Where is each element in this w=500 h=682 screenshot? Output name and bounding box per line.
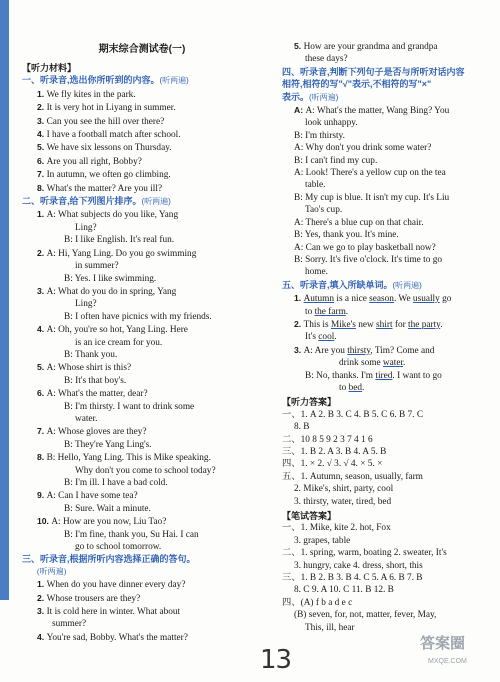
dialogue-line: B: It's that boy's. bbox=[64, 375, 127, 386]
dialogue-line: go to school tomorrow. bbox=[75, 542, 162, 553]
dialogue-line: 8. B: Hello, Yang Ling. This is Mike speaking. bbox=[37, 452, 211, 464]
dialogue-line: B: Thank you. bbox=[64, 349, 118, 360]
dialogue-line: 7. A: Whose gloves are they? bbox=[37, 426, 147, 438]
answer-line: 三、1. B 2. B 3. B 4. C 5. A 6. B 7. B bbox=[282, 573, 423, 584]
answer-line: 2. Mike's, shirt, party, cool bbox=[294, 484, 394, 495]
fill-sentence: to the farm. bbox=[305, 306, 349, 317]
dialogue-line: 9. A: Can I have some tea? bbox=[37, 490, 138, 502]
fill-sentence: 3. A: Are you thirsty, Tim? Come and bbox=[294, 344, 435, 356]
section-5-heading: 五、听录音,填入所缺单词。(听两遍) bbox=[282, 279, 422, 290]
dialogue-line: home. bbox=[305, 267, 328, 278]
fill-sentence: It's cool. bbox=[305, 332, 337, 343]
left-edge-bar bbox=[0, 0, 9, 600]
section-1-heading: 一、听录音,选出你所听到的内容。(听两遍) bbox=[22, 75, 189, 86]
answer-line: 四、(A) f b a d e c bbox=[282, 597, 353, 608]
listening-material-heading: 【听力材料】 bbox=[22, 63, 77, 73]
section-5-items bbox=[282, 292, 494, 394]
dialogue-line: water. bbox=[75, 413, 98, 424]
list-item: 2. It is very hot in Liyang in summer. bbox=[37, 102, 176, 114]
fill-sentence: drink some water. bbox=[339, 358, 406, 369]
written-answers bbox=[282, 522, 494, 634]
answer-line: 四、1. × 2. √ 3. √ 4. × 5. × bbox=[282, 459, 383, 470]
answer-line: 8. C 9. A 10. C 11. B 12. B bbox=[294, 585, 394, 596]
answer-line: (B) seven, for, not, matter, fever, May, bbox=[294, 610, 437, 621]
dialogue-line: B: I like English. It's real fun. bbox=[64, 235, 175, 246]
answer-line: 五、1. Autumn, season, usually, farm bbox=[282, 471, 423, 482]
fill-sentence: 1. Autumn is a nice season. We usually go bbox=[294, 293, 452, 305]
answer-line: 二、1. spring, warm, boating 2. sweater, It's bbox=[282, 548, 447, 559]
watermark-url: MXQE.COM bbox=[428, 658, 467, 665]
answer-line: 3. grapes, table bbox=[294, 535, 351, 546]
section-4-dialogues bbox=[282, 104, 494, 279]
dialogue-line: A: A: What's the matter, Wang Bing? You bbox=[294, 105, 450, 117]
section-2-dialogues bbox=[22, 208, 262, 553]
left-column bbox=[22, 0, 262, 644]
answer-line: 3. hungry, cake 4. dress, short, this bbox=[294, 560, 423, 571]
section-2-heading: 二、听录音,给下列图片排序。(听两遍) bbox=[22, 196, 171, 207]
dialogue-line: B: Yes, thank you. It's mine. bbox=[294, 230, 399, 241]
handwritten-page-number: 13 bbox=[260, 645, 292, 675]
list-item: these days? bbox=[305, 54, 348, 65]
answer-line: 8. B bbox=[294, 422, 310, 433]
answer-line: This, ill, hear bbox=[305, 622, 355, 633]
list-item: 5. We have six lessons on Thursday. bbox=[37, 142, 172, 154]
list-item: 5. How are your grandma and grandpa bbox=[294, 41, 438, 52]
answer-line: 一、1. A 2. B 3. C 4. B 5. C 6. B 7. C bbox=[282, 409, 424, 420]
dialogue-line: Tao's cup. bbox=[305, 205, 343, 216]
list-item: 1. We fly kites in the park. bbox=[37, 88, 136, 100]
list-item: 8. What's the matter? Are you ill? bbox=[37, 182, 163, 194]
dialogue-line: Why don't you come to school today? bbox=[75, 465, 216, 476]
page-title: 期末综合测试卷(一) bbox=[98, 44, 186, 55]
list-item: 1. When do you have dinner every day? bbox=[37, 579, 186, 591]
answer-line: 一、1. Mike, kite 2. hot, Fox bbox=[282, 523, 391, 534]
dialogue-line: B: I often have picnics with my friends. bbox=[64, 311, 212, 322]
section-3-heading: 三、听录音,根据所听内容选择正确的答句。 bbox=[22, 554, 196, 565]
dialogue-line: look unhappy. bbox=[305, 118, 358, 129]
list-item: 3. It is cold here in winter. What about bbox=[37, 606, 181, 618]
written-answers-heading: 【笔试答案】 bbox=[282, 511, 337, 522]
list-item: 4. I have a football match after school. bbox=[37, 129, 181, 141]
watermark-logo: 答案圈 bbox=[420, 634, 466, 652]
section-3-note: (听两遍) bbox=[37, 566, 67, 576]
dialogue-line: B: Sorry. It's five o'clock. It's time to go bbox=[294, 254, 442, 265]
fill-sentence: to bed. bbox=[339, 382, 365, 393]
list-item: summer? bbox=[52, 619, 87, 630]
listening-answers bbox=[282, 409, 494, 508]
dialogue-line: B: Yes. I like swimming. bbox=[64, 273, 157, 284]
dialogue-line: A: There's a blue cup on that chair. bbox=[294, 217, 424, 228]
section-4-heading-line3: 表示。(听两遍) bbox=[282, 91, 339, 102]
fill-sentence: 2. This is Mike's new shirt for the party. bbox=[294, 318, 443, 330]
section-1-items bbox=[22, 88, 262, 195]
dialogue-line: is an ice cream for you. bbox=[75, 337, 163, 348]
dialogue-line: 1. A: What subjects do you like, Yang bbox=[37, 209, 179, 221]
list-item: 2. Whose trousers are they? bbox=[37, 592, 141, 604]
list-item: 3. Can you see the hill over there? bbox=[37, 115, 165, 127]
dialogue-line: Ling? bbox=[75, 299, 97, 310]
right-column bbox=[282, 0, 494, 634]
dialogue-line: B: I'm ill. I have a bad cold. bbox=[64, 478, 168, 488]
dialogue-line: 3. A: What do you do in spring, Yang bbox=[37, 285, 177, 297]
list-item: 6. Are you all right, Bobby? bbox=[37, 155, 142, 167]
listening-answers-heading: 【听力答案】 bbox=[282, 397, 337, 408]
dialogue-line: A: Can we go to play basketball now? bbox=[294, 242, 436, 253]
dialogue-line: 5. A: Whose shirt is this? bbox=[37, 362, 132, 374]
dialogue-line: in summer? bbox=[75, 261, 119, 272]
section-4-heading: 四、听录音,判断下列句子是否与所听对话内容 bbox=[282, 66, 465, 77]
dialogue-line: 6. A: What's the matter, dear? bbox=[37, 388, 148, 400]
dialogue-line: A: Look! There's a yellow cup on the tea bbox=[294, 168, 446, 179]
dialogue-line: B: I can't find my cup. bbox=[294, 155, 378, 166]
dialogue-line: B: Sure. Wait a minute. bbox=[64, 503, 151, 514]
dialogue-line: B: I'm thirsty. I want to drink some bbox=[64, 401, 195, 412]
dialogue-line: 4. A: Oh, you're so hot, Yang Ling. Here bbox=[37, 324, 188, 336]
dialogue-line: Ling? bbox=[75, 222, 97, 233]
list-item: 7. In autumn, we often go climbing. bbox=[37, 169, 171, 181]
answer-line: 3. thirsty, water, tired, bed bbox=[294, 496, 392, 507]
list-item: 4. You're sad, Bobby. What's the matter? bbox=[37, 631, 188, 643]
dialogue-line: B: I'm fine, thank you, Su Hai. I can bbox=[64, 529, 199, 540]
dialogue-line: 10. A: How are you now, Liu Tao? bbox=[37, 516, 167, 528]
section-4-heading-line2: 相符,相符的写"√"表示,不相符的写"×" bbox=[282, 79, 432, 90]
answer-line: 二、10 8 5 9 2 3 7 4 1 6 bbox=[282, 434, 373, 445]
dialogue-line: 2. A: Hi, Yang Ling. Do you go swimming bbox=[37, 247, 197, 259]
dialogue-line: A: Why don't you drink some water? bbox=[294, 143, 432, 154]
fill-sentence: B: No, thanks. I'm tired. I want to go bbox=[305, 370, 442, 381]
dialogue-line: B: They're Yang Ling's. bbox=[64, 439, 152, 450]
answer-line: 三、1. B 2. A 3. B 4. A 5. B bbox=[282, 447, 387, 457]
section-3-items bbox=[22, 578, 262, 644]
dialogue-line: table. bbox=[305, 180, 326, 191]
dialogue-line: B: My cup is blue. It isn't my cup. It's Liu bbox=[294, 192, 450, 203]
dialogue-line: B: I'm thirsty. bbox=[294, 130, 345, 141]
